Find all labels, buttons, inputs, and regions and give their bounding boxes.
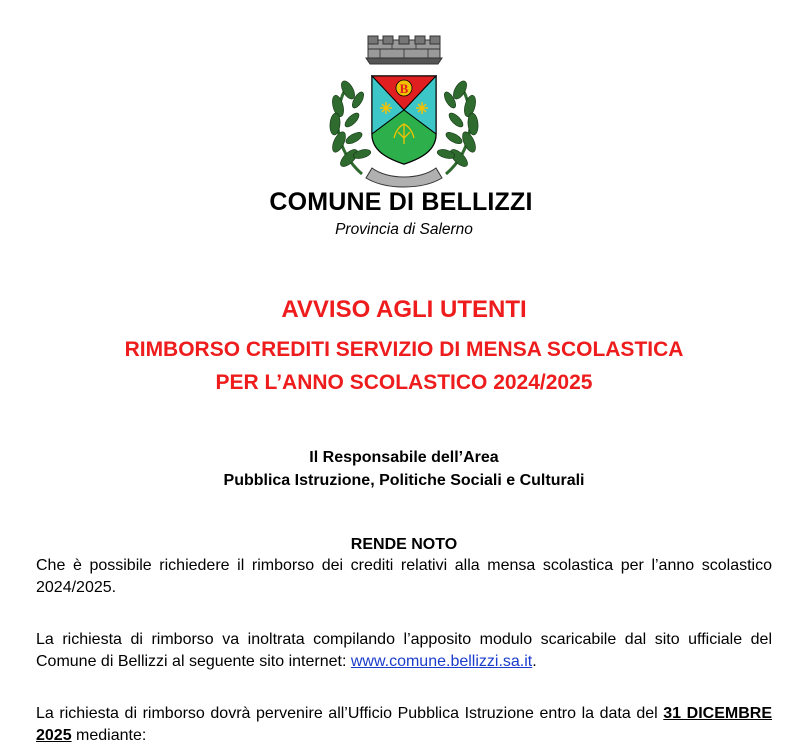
- deadline-date: 31 DICEMBRE 2025: [36, 705, 772, 744]
- ribbon-icon: [366, 168, 442, 187]
- comune-website-link[interactable]: www.comune.bellizzi.sa.it: [350, 653, 533, 670]
- responsible-line1: Il Responsabile dell’Area: [309, 449, 499, 466]
- paragraph-3: [36, 703, 772, 747]
- paragraph-3-end: mediante:: [71, 727, 147, 744]
- rende-noto-heading: RENDE NOTO: [350, 536, 458, 553]
- crown-icon: [366, 36, 442, 64]
- coat-of-arms-logo: [322, 34, 486, 190]
- notice-subtitle-line2: PER L’ANNO SCOLASTICO 2024/2025: [215, 371, 593, 394]
- paragraph-2-end: .: [532, 653, 537, 670]
- paragraph-3-text: La richiesta di rimborso dovrà pervenire all’Ufficio Pubblica Istruzione entro la data del: [36, 705, 664, 722]
- comune-title: COMUNE DI BELLIZZI: [269, 188, 533, 216]
- paragraph-1: Che è possibile richiedere il rimborso dei crediti relativi alla mensa scolastica per l’anno scolastico 2024/2025.: [36, 557, 772, 596]
- paragraph-2-text: La richiesta di rimborso va inoltrata compilando l’apposito modulo scaricabile dal sito ufficiale del Comune di Bellizzi al seguente sito internet:: [36, 631, 772, 670]
- notice-title: AVVISO AGLI UTENTI: [281, 296, 527, 323]
- notice-subtitle-line1: RIMBORSO CREDITI SERVIZIO DI MENSA SCOLASTICA: [124, 338, 684, 361]
- responsible-line2: Pubblica Istruzione, Politiche Sociali e Culturali: [223, 472, 585, 489]
- provincia-subtitle: Provincia di Salerno: [335, 221, 473, 238]
- paragraph-2: [36, 629, 772, 673]
- crest-letter: B: [399, 81, 409, 96]
- shield-icon: [372, 76, 436, 164]
